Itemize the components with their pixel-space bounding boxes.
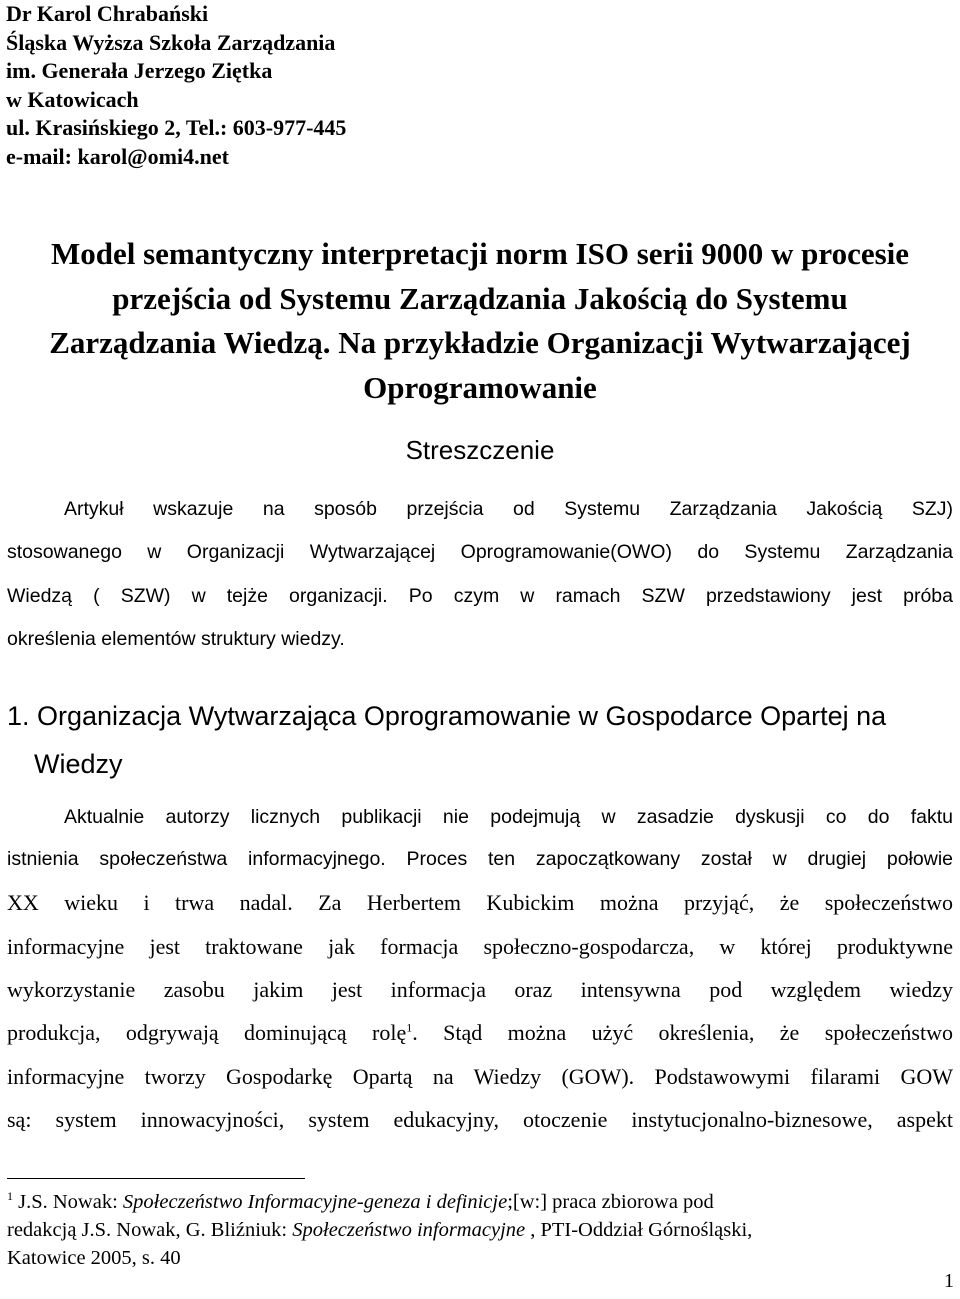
author-institution: Śląska Wyższa Szkoła Zarządzania (6, 29, 336, 55)
body-line: Aktualnie autorzy licznych publikacji nie podejmują w zasadzie dyskusji co do faktu (64, 806, 953, 828)
footnote-line (7, 1216, 752, 1244)
section-heading-line: 1. Organizacja Wytwarzająca Oprogramowanie w Gospodarce Opartej na (7, 701, 887, 731)
body-line: informacyjne tworzy Gospodarkę Opartą na Wiedzy (GOW). Podstawowymi filarami GOW (7, 1064, 953, 1089)
author-address: ul. Krasińskiego 2, Tel.: 603-977-445 (6, 115, 347, 140)
footnote-line: Katowice 2005, s. 40 (7, 1247, 181, 1269)
author-institution-patron: im. Generała Jerzego Ziętka (6, 58, 273, 83)
body-text: produkcja, odgrywają dominującą rolę (7, 1020, 407, 1045)
abstract-line: Artykuł wskazuje na sposób przejścia od Systemu Zarządzania Jakością SZJ) (64, 498, 953, 520)
section-heading (7, 692, 886, 788)
page-number: 1 (944, 1270, 954, 1292)
abstract-line: określenia elementów struktury wiedzy. (7, 628, 345, 650)
abstract-heading: Streszczenie (405, 435, 555, 465)
footnote-text: redakcją J.S. Nowak, G. Bliźniuk: (7, 1219, 293, 1241)
footnote-text: ;[w:] praca zbiorowa pod (507, 1191, 714, 1213)
title-line: Zarządzania Wiedzą. Na przykładzie Organizacji Wytwarzającej (49, 325, 911, 360)
footnote-number: 1 (7, 1189, 13, 1204)
footnote (7, 1188, 752, 1272)
footnote-separator (7, 1178, 305, 1179)
title-line: Model semantyczny interpretacji norm ISO serii 9000 w procesie (50, 236, 910, 271)
footnote-reference: 1 (406, 1020, 413, 1035)
footnote-text: , PTI-Oddział Górnośląski, (525, 1219, 753, 1241)
body-line: XX wieku i trwa nadal. Za Herbertem Kubickim można przyjąć, że społeczeństwo (7, 890, 953, 915)
author-name: Dr Karol Chrabański (6, 1, 209, 26)
section-heading-line: Wiedzy (34, 749, 123, 779)
abstract-line: stosowanego w Organizacji Wytwarzającej Oprogramowanie(OWO) do Systemu Zarządzania (7, 541, 953, 563)
body-line: istnienia społeczeństwa informacyjnego. Proces ten zapoczątkowany został w drugiej połowie (7, 848, 953, 870)
footnote-italic-title: Społeczeństwo informacyjne (292, 1219, 526, 1241)
abstract-line: Wiedzą ( SZW) w tejże organizacji. Po czym w ramach SZW przedstawiony jest próba (7, 585, 953, 607)
body-line (7, 1020, 953, 1046)
author-email: e-mail: karol@omi4.net (6, 143, 229, 169)
footnote-italic-title: Społeczeństwo Informacyjne-geneza i definicje (122, 1191, 508, 1213)
author-block (6, 0, 346, 171)
footnote-line (7, 1188, 752, 1216)
body-line: informacyjne jest traktowane jak formacja społeczno-gospodarcza, w której produktywne (7, 934, 953, 959)
body-line: są: system innowacyjności, system edukacyjny, otoczenie instytucjonalno-biznesowe, aspekt (7, 1107, 953, 1132)
document-title (0, 232, 960, 410)
title-line: Oprogramowanie (363, 369, 597, 405)
footnote-text: J.S. Nowak: (13, 1191, 123, 1213)
title-line: przejścia od Systemu Zarządzania Jakością do Systemu (112, 280, 848, 316)
body-text: . Stąd można użyć określenia, że społeczeństwo (412, 1020, 953, 1045)
body-line: wykorzystanie zasobu jakim jest informacja oraz intensywna pod względem wiedzy (7, 977, 953, 1002)
author-city: w Katowicach (6, 86, 139, 112)
